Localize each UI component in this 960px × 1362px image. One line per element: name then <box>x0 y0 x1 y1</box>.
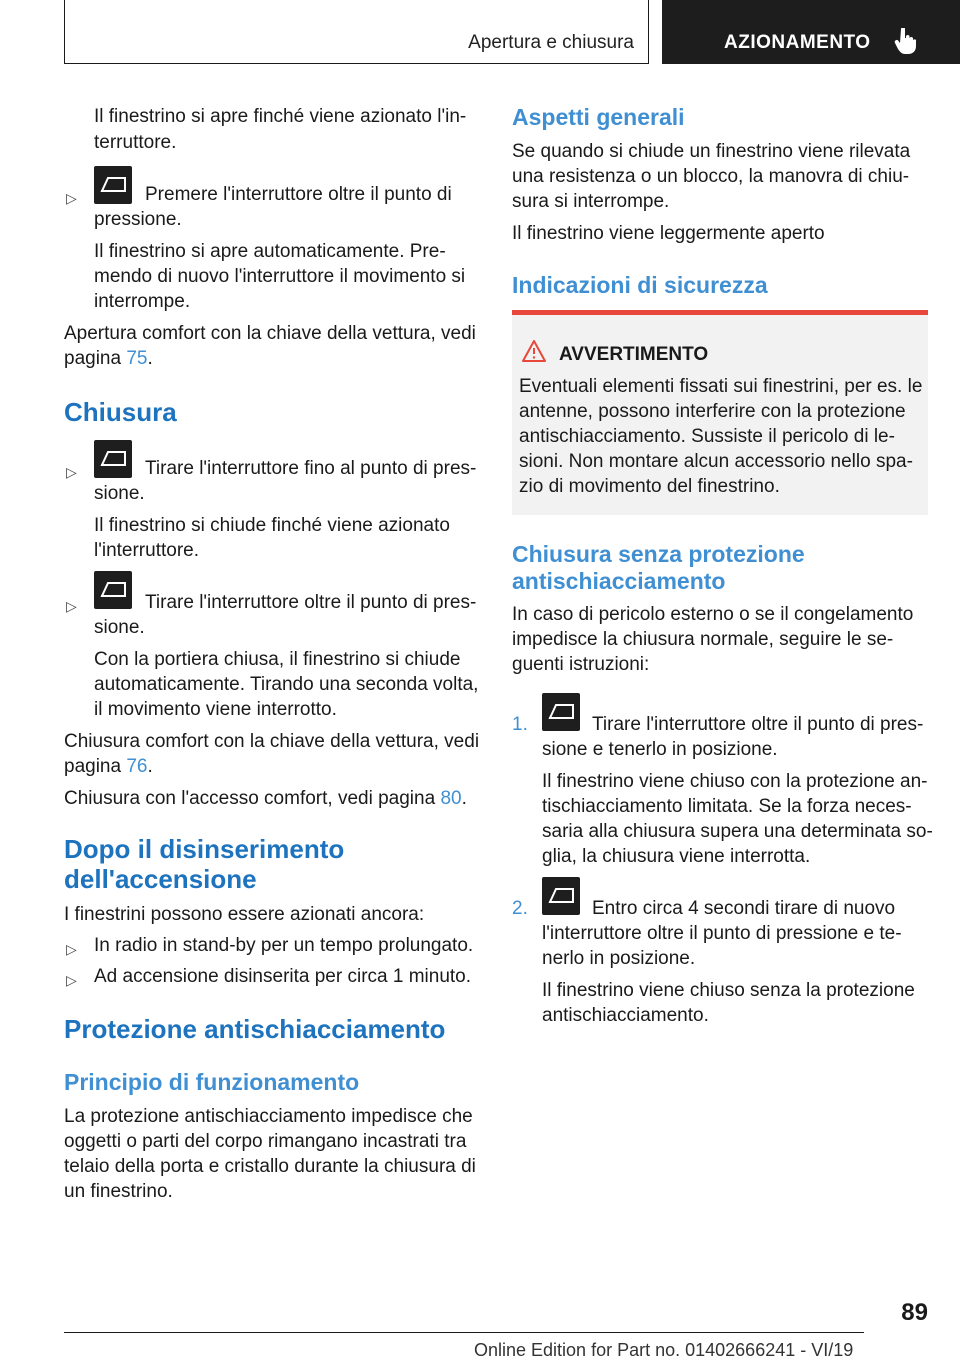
step2-sub-line1: Il finestrino viene chiuso senza la protezione <box>542 980 915 1001</box>
principio-line2: oggetti o parti del corpo rimangano incastrati tra <box>64 1131 467 1152</box>
step1-sub-line1: Il finestrino viene chiuso con la protezione an- <box>542 771 928 792</box>
triangle-bullet-icon: ▷ <box>66 598 77 614</box>
triangle-bullet-icon: ▷ <box>66 941 77 957</box>
triangle-bullet-icon: ▷ <box>66 190 77 206</box>
header-section-title: Apertura e chiusura <box>468 32 634 53</box>
item1-line2: pressione. <box>94 209 182 230</box>
step1-sub-line2: tischiacciamento limitata. Se la forza neces- <box>542 796 912 817</box>
window-switch-icon <box>542 877 580 915</box>
hand-pointer-icon <box>894 28 916 54</box>
step1-number: 1. <box>512 714 528 735</box>
window-switch-icon <box>94 166 132 204</box>
warning-line4: sioni. Non montare alcun accessorio nello spa- <box>519 451 913 472</box>
triangle-bullet-icon: ▷ <box>66 972 77 988</box>
item2-line1: Tirare l'interruttore fino al punto di pres- <box>145 458 477 479</box>
page-number: 89 <box>901 1299 928 1326</box>
header-chapter-title: AZIONAMENTO <box>724 32 871 53</box>
comfort-close-line2: pagina 76. <box>64 756 153 777</box>
step2-sub-line2: antischiacciamento. <box>542 1005 709 1026</box>
item1-sub-line2: mendo di nuovo l'interruttore il movimento si <box>94 266 466 287</box>
principio-line3: telaio della porta e cristallo durante la chiusura di <box>64 1156 476 1177</box>
heading-protezione: Protezione antischiacciamento <box>64 1014 446 1044</box>
senza-line1: In caso di pericolo esterno o se il congelamento <box>512 604 914 625</box>
aspetti-line3: sura si interrompe. <box>512 191 670 212</box>
window-switch-icon <box>542 693 580 731</box>
header-chapter-tab <box>662 0 960 64</box>
heading-dopo-line2: dell'accensione <box>64 864 257 894</box>
header-section-box <box>64 0 649 64</box>
item3-sub-line1: Con la portiera chiusa, il finestrino si chiude <box>94 649 461 670</box>
step2-line3: nerlo in posizione. <box>542 948 696 969</box>
dopo-item1: In radio in stand-by per un tempo prolungato. <box>94 935 474 956</box>
heading-dopo-line1: Dopo il disinserimento <box>64 834 345 864</box>
item1-line1: Premere l'interruttore oltre il punto di <box>145 184 452 205</box>
window-switch-icon <box>94 571 132 609</box>
step2-number: 2. <box>512 898 528 919</box>
page-link-76[interactable]: 76 <box>126 756 148 777</box>
heading-aspetti: Aspetti generali <box>512 104 685 130</box>
warning-box <box>512 310 928 515</box>
triangle-bullet-icon: ▷ <box>66 464 77 480</box>
comfort-access-line: Chiusura con l'accesso comfort, vedi pagina 80. <box>64 788 467 809</box>
item3-sub-line2: automaticamente. Tirando una seconda volta, <box>94 674 479 695</box>
para-open-line1: Il finestrino si apre finché viene azionato l'in- <box>94 106 467 127</box>
dopo-item2: Ad accensione disinserita per circa 1 minuto. <box>94 966 472 987</box>
item3-sub-line3: il movimento viene interrotto. <box>94 699 337 720</box>
heading-senza-line1: Chiusura senza protezione <box>512 541 805 567</box>
comfort-close-line1: Chiusura comfort con la chiave della vettura, vedi <box>64 731 480 752</box>
step2-line2: l'interruttore oltre il punto di pressione e te- <box>542 923 902 944</box>
item2-sub-line1: Il finestrino si chiude finché viene azionato <box>94 515 450 536</box>
heading-indicazioni: Indicazioni di sicurezza <box>512 272 768 298</box>
comfort-open-line1: Apertura comfort con la chiave della vettura, vedi <box>64 323 476 344</box>
item3-line2: sione. <box>94 617 145 638</box>
warning-title: AVVERTIMENTO <box>559 344 709 365</box>
step1-sub-line4: glia, la chiusura viene interrotta. <box>542 846 811 867</box>
step1-sub-line3: saria alla chiusura supera una determinata so- <box>542 821 933 842</box>
item3-line1: Tirare l'interruttore oltre il punto di pres- <box>145 592 477 613</box>
footer-divider <box>64 1332 864 1333</box>
item1-sub-line3: interrompe. <box>94 291 191 312</box>
dopo-text: I finestrini possono essere azionati ancora: <box>64 904 425 925</box>
comfort-open-line2: pagina 75. <box>64 348 153 369</box>
item2-sub-line2: l'interruttore. <box>94 540 200 561</box>
warning-line2: antenne, possono interferire con la protezione <box>519 401 906 422</box>
senza-line2: impedisce la chiusura normale, seguire le se- <box>512 629 894 650</box>
warning-line5: zio di movimento del finestrino. <box>519 476 780 497</box>
step1-line2: sione e tenerlo in posizione. <box>542 739 778 760</box>
item1-sub-line1: Il finestrino si apre automaticamente. Pre- <box>94 241 446 262</box>
step1-line1: Tirare l'interruttore oltre il punto di pres- <box>592 714 924 735</box>
heading-chiusura: Chiusura <box>64 397 177 427</box>
heading-principio: Principio di funzionamento <box>64 1069 360 1095</box>
aspetti-line1: Se quando si chiude un finestrino viene rilevata <box>512 141 911 162</box>
step2-line1: Entro circa 4 secondi tirare di nuovo <box>592 898 896 919</box>
footer-edition: Online Edition for Part no. 01402666241 - VI/19 <box>474 1340 854 1360</box>
page-link-80[interactable]: 80 <box>440 788 462 809</box>
warning-line1: Eventuali elementi fissati sui finestrini, per es. le <box>519 376 923 397</box>
page-link-75[interactable]: 75 <box>126 348 148 369</box>
warning-triangle-icon <box>521 339 547 363</box>
item2-line2: sione. <box>94 483 145 504</box>
aspetti-line2: una resistenza o un blocco, la manovra di chiu- <box>512 166 910 187</box>
principio-line1: La protezione antischiacciamento impedisce che <box>64 1106 473 1127</box>
window-switch-icon <box>94 440 132 478</box>
heading-senza-line2: antischiacciamento <box>512 568 726 594</box>
principio-line4: un finestrino. <box>64 1181 173 1202</box>
warning-line3: antischiacciamento. Sussiste il pericolo di le- <box>519 426 895 447</box>
para-open-line2: terruttore. <box>94 132 177 153</box>
aspetti-text2: Il finestrino viene leggermente aperto <box>512 223 825 244</box>
senza-line3: guenti istruzioni: <box>512 654 650 675</box>
